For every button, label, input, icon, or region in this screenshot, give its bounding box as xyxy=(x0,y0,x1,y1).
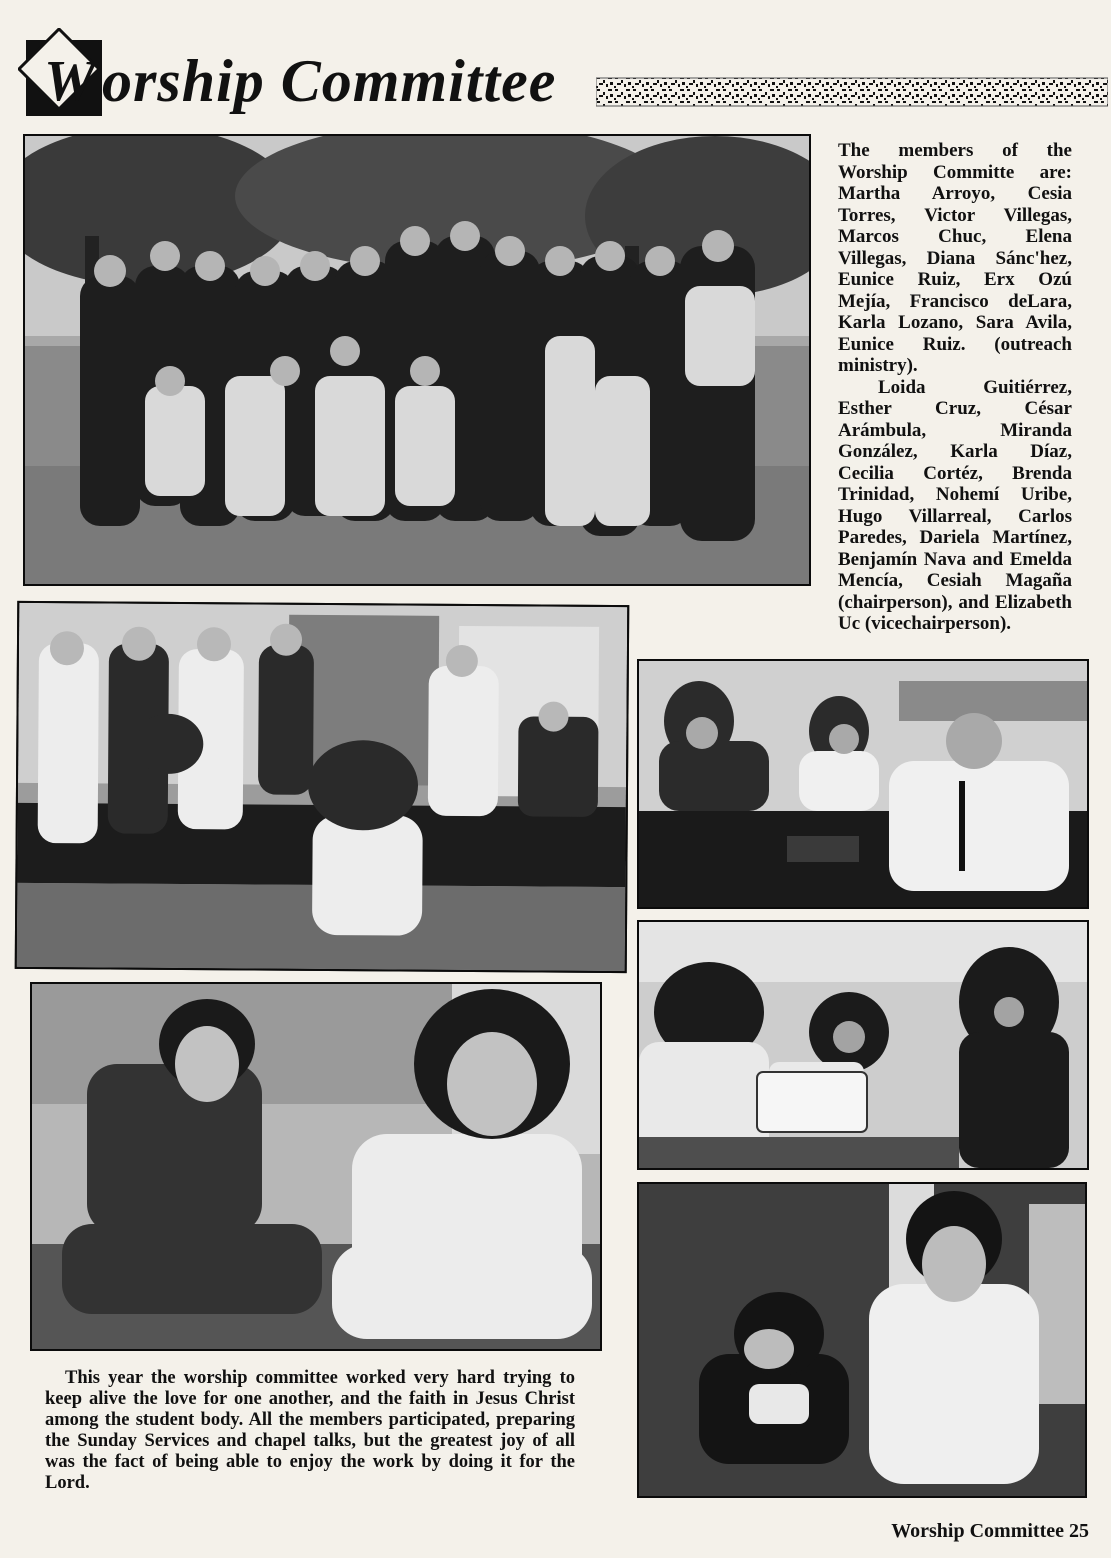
group-photo xyxy=(23,134,811,586)
page-title: orship Committee xyxy=(102,48,557,114)
caption: This year the worship committee worked very hard trying to keep alive the love for one another, and the faith in Jesus Christ among the student body. All the members participated, preparing the Sunday Services and chapel talks, but the greatest joy of all was the fact of being able to enjoy the work by doing it for the Lord. xyxy=(45,1368,575,1493)
girls-photo xyxy=(30,982,602,1351)
speckle-band xyxy=(596,76,1108,108)
sweater-photo xyxy=(637,1182,1087,1498)
sewing-photo xyxy=(637,920,1089,1170)
meeting-photo-left xyxy=(15,601,630,973)
title-initial: W xyxy=(44,48,96,113)
members-paragraph-2: Loida Guitiérrez, Esther Cruz, César Arámbula, Miranda González, Karla Díaz, Cecilia Cortéz, Brenda Trinidad, Nohemí Uribe, Hugo Villarreal, Carlos Paredes, Dariela Martínez, Benjamín Nava and Emelda Mencía, Cesiah Magaña (chairperson), and Elizabeth Uc (vicechairperson). xyxy=(838,376,1072,634)
page-header xyxy=(0,0,1111,130)
members-text xyxy=(838,140,1072,635)
members-paragraph-1: The members of the Worship Committe are: Martha Arroyo, Cesia Torres, Victor Villegas, Marcos Chuc, Elena Villegas, Diana Sánc'hez, Eunice Ruiz, Erx Ozú Mejía, Francisco deLara, Karla Lozano, Sara Avila, Eunice Ruiz. (outreach ministry). xyxy=(838,140,1072,376)
page-folio: Worship Committee 25 xyxy=(891,1520,1089,1542)
meeting-photo-right xyxy=(637,659,1089,909)
